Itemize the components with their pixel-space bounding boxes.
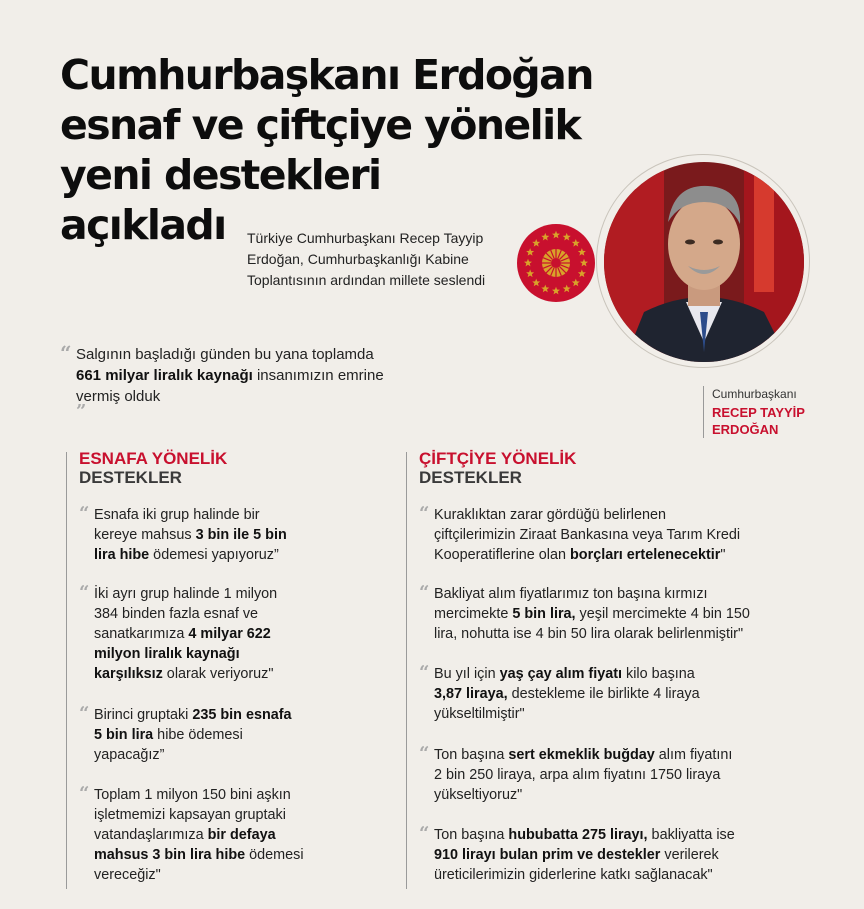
ciftci-item bbox=[419, 664, 700, 724]
item-bold-text: 5 bin lira bbox=[94, 727, 154, 743]
esnaf-section-title bbox=[79, 449, 227, 487]
quote-line bbox=[76, 386, 460, 422]
item-bold-text: bir defaya bbox=[207, 827, 276, 843]
item-text: bakliyatta ise bbox=[647, 827, 735, 843]
ciftci-divider bbox=[406, 452, 407, 889]
item-line: vereceğiz" bbox=[94, 867, 161, 883]
item-line: lira, nohutta ise 4 bin 50 lira olarak belirlenmiştir" bbox=[434, 626, 744, 642]
esnaf-item bbox=[79, 705, 292, 765]
caption-name-line: RECEP TAYYİP bbox=[712, 405, 805, 420]
ciftci-item bbox=[419, 745, 732, 805]
item-bold-text: 5 bin lira, bbox=[512, 606, 576, 622]
item-line: İki ayrı grup halinde 1 milyon bbox=[94, 586, 278, 602]
item-line bbox=[94, 664, 277, 684]
item-line bbox=[434, 684, 700, 704]
quote-bold-text: 661 milyar liralık kaynağı bbox=[76, 367, 253, 384]
item-text: hibe ödemesi bbox=[153, 727, 243, 743]
ciftci-item bbox=[419, 584, 750, 644]
item-line: Toplam 1 milyon 150 bini aşkın bbox=[94, 787, 291, 803]
close-quote-icon: ” bbox=[76, 401, 87, 422]
item-line: yükseltilmiştir" bbox=[434, 706, 525, 722]
item-text: Ton başına bbox=[434, 747, 509, 763]
headline-line: yeni destekleri bbox=[60, 151, 381, 199]
open-quote-icon: “ bbox=[419, 823, 430, 844]
section-title-line: ESNAFA YÖNELİK bbox=[79, 449, 228, 468]
headline-line: esnaf ve çiftçiye yönelik bbox=[60, 101, 581, 149]
item-bold-text: 4 milyar 622 bbox=[188, 626, 271, 642]
item-bold-text: karşılıksız bbox=[94, 666, 163, 682]
item-bold-text: 910 lirayı bulan prim ve destekler bbox=[434, 847, 661, 863]
item-line bbox=[94, 845, 304, 865]
item-bold-text: milyon liralık kaynağı bbox=[94, 646, 240, 662]
item-text: mercimekte bbox=[434, 606, 513, 622]
item-line: Bakliyat alım fiyatlarımız ton başına kırmızı bbox=[434, 586, 708, 602]
item-bold-text: mahsus 3 bin lira hibe bbox=[94, 847, 246, 863]
item-text: verilerek bbox=[660, 847, 719, 863]
open-quote-icon: “ bbox=[419, 582, 430, 603]
open-quote-icon: “ bbox=[79, 503, 90, 524]
item-text: Birinci gruptaki bbox=[94, 707, 193, 723]
item-bold-text: 235 bin esnafa bbox=[192, 707, 292, 723]
item-line bbox=[94, 825, 304, 845]
item-line bbox=[94, 644, 277, 664]
item-text: yeşil mercimekte 4 bin 150 bbox=[575, 606, 750, 622]
item-line: 384 binden fazla esnaf ve bbox=[94, 606, 259, 622]
quote-text: vermiş olduk bbox=[76, 388, 161, 405]
section-title-line: ÇİFTÇİYE YÖNELİK bbox=[419, 449, 577, 468]
quote-line: Salgının başladığı günden bu yana toplamda bbox=[76, 346, 374, 363]
item-bold-text: sert ekmeklik buğday bbox=[508, 747, 655, 763]
item-text: kereye mahsus bbox=[94, 527, 196, 543]
item-line bbox=[434, 745, 732, 765]
main-quote bbox=[60, 341, 460, 422]
open-quote-icon: “ bbox=[79, 582, 90, 603]
item-text: kilo başına bbox=[622, 666, 695, 682]
open-quote-icon: “ bbox=[419, 503, 430, 524]
portrait-photo bbox=[604, 162, 804, 362]
item-line bbox=[434, 825, 735, 845]
item-bold-text: hububatta 275 lirayı, bbox=[508, 827, 648, 843]
item-text: vatandaşlarımıza bbox=[94, 827, 208, 843]
esnaf-item bbox=[79, 505, 287, 565]
open-quote-icon: “ bbox=[79, 783, 90, 804]
presidential-seal-icon bbox=[517, 224, 595, 302]
item-text: " bbox=[720, 547, 726, 563]
item-bold-text: borçları ertelenecektir bbox=[570, 547, 721, 563]
open-quote-icon: “ bbox=[79, 703, 90, 724]
section-title-line: DESTEKLER bbox=[419, 468, 522, 487]
item-text: Bu yıl için bbox=[434, 666, 500, 682]
item-line bbox=[94, 705, 292, 725]
item-line: işletmemizi kapsayan gruptaki bbox=[94, 807, 286, 823]
ciftci-item bbox=[419, 825, 735, 885]
item-text: alım fiyatını bbox=[654, 747, 733, 763]
open-quote-icon: “ bbox=[60, 341, 72, 365]
section-title-line: DESTEKLER bbox=[79, 468, 182, 487]
item-text: ödemesi yapıyoruz” bbox=[149, 547, 279, 563]
item-line: yükseltiyoruz" bbox=[434, 787, 523, 803]
item-text: Ton başına bbox=[434, 827, 509, 843]
item-line: Esnafa iki grup halinde bir bbox=[94, 507, 260, 523]
item-bold-text: lira hibe bbox=[94, 547, 150, 563]
item-line bbox=[434, 845, 735, 865]
item-bold-text: 3,87 liraya, bbox=[434, 686, 508, 702]
esnaf-item bbox=[79, 584, 277, 684]
item-line bbox=[94, 725, 292, 745]
item-text: sanatkarımıza bbox=[94, 626, 189, 642]
item-line bbox=[434, 604, 750, 624]
headline bbox=[60, 50, 620, 250]
open-quote-icon: “ bbox=[419, 662, 430, 683]
item-text: Kooperatiflerine olan bbox=[434, 547, 571, 563]
item-line bbox=[434, 545, 740, 565]
caption-name-line: ERDOĞAN bbox=[712, 422, 779, 437]
ciftci-item bbox=[419, 505, 740, 565]
quote-text: insanımızın emrine bbox=[252, 367, 384, 384]
headline-line: Cumhurbaşkanı Erdoğan bbox=[60, 51, 593, 99]
item-line bbox=[434, 664, 700, 684]
open-quote-icon: “ bbox=[419, 743, 430, 764]
quote-line bbox=[76, 365, 460, 386]
caption-role: Cumhurbaşkanı bbox=[712, 387, 797, 401]
item-text: olarak veriyoruz" bbox=[162, 666, 274, 682]
item-bold-text: 3 bin ile 5 bin bbox=[195, 527, 287, 543]
item-line: Kuraklıktan zarar gördüğü belirlenen bbox=[434, 507, 666, 523]
item-text: ödemesi bbox=[245, 847, 304, 863]
headline-line: açıkladı bbox=[60, 201, 226, 249]
item-text: destekleme ile birlikte 4 liraya bbox=[507, 686, 700, 702]
item-line bbox=[94, 545, 287, 565]
item-line: yapacağız” bbox=[94, 747, 165, 763]
esnaf-item bbox=[79, 785, 304, 885]
item-line: 2 bin 250 liraya, arpa alım fiyatını 1750 liraya bbox=[434, 767, 721, 783]
esnaf-divider bbox=[66, 452, 67, 889]
item-line: çiftçilerimizin Ziraat Bankasına veya Tarım Kredi bbox=[434, 527, 741, 543]
item-line: üreticilerimizin giderlerine katkı sağlanacak" bbox=[434, 867, 713, 883]
ciftci-section-title bbox=[419, 449, 576, 487]
item-line bbox=[94, 525, 287, 545]
subtitle: Türkiye Cumhurbaşkanı Recep Tayyip Erdoğan, Cumhurbaşkanlığı Kabine Toplantısının ardından millete seslendi bbox=[247, 230, 486, 288]
item-bold-text: yaş çay alım fiyatı bbox=[499, 666, 622, 682]
caption-name bbox=[712, 404, 805, 438]
item-line bbox=[94, 624, 277, 644]
photo-caption bbox=[703, 386, 805, 438]
